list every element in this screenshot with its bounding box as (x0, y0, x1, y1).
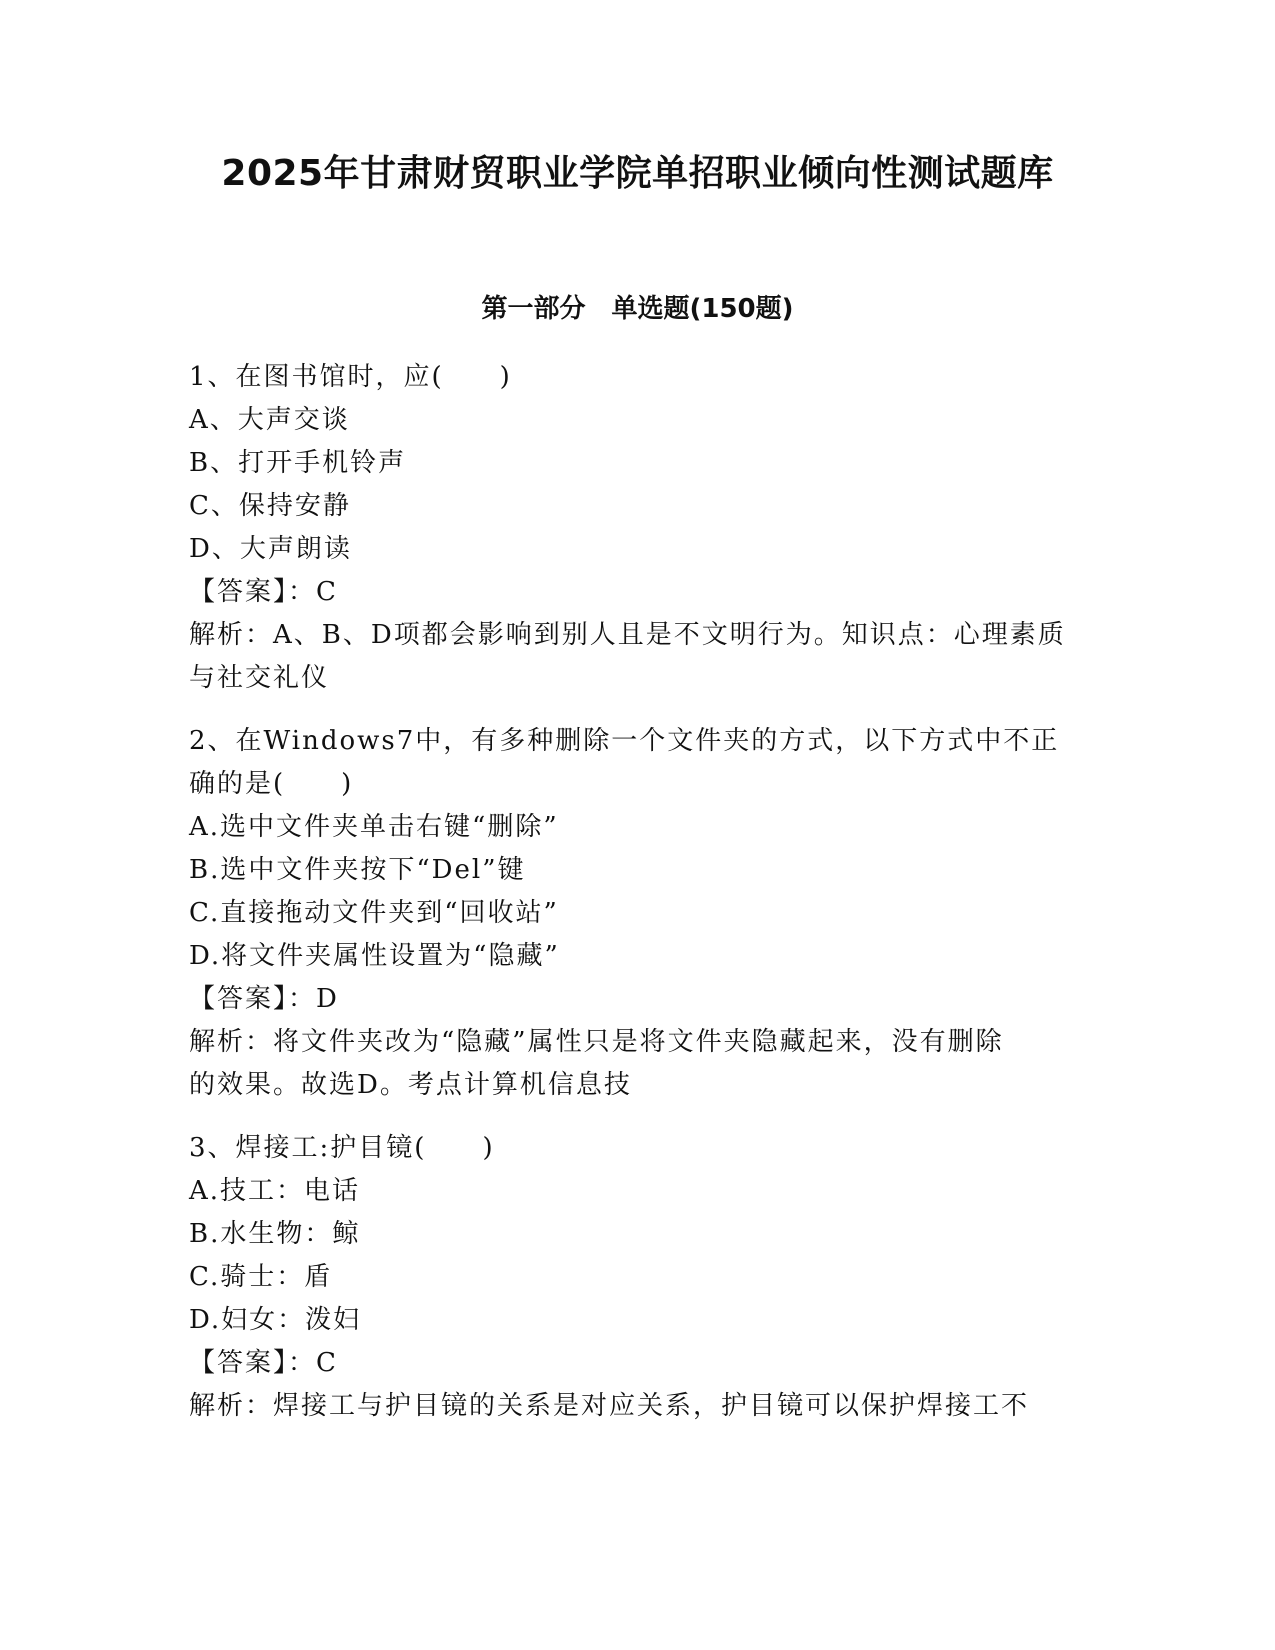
question-1 (189, 356, 1089, 700)
analysis-line: 与社交礼仪 (189, 663, 330, 693)
analysis-line: 的效果。故选D。考点计算机信息技 (189, 1070, 632, 1100)
option-a: A、大声交谈 (189, 405, 350, 435)
analysis-line: 解析：将文件夹改为“隐藏”属性只是将文件夹隐藏起来，没有删除 (189, 1027, 1004, 1057)
question-stem: 1、在图书馆时，应( ) (189, 362, 512, 392)
option-a: A.技工：电话 (189, 1176, 361, 1206)
question-stem: 确的是( ) (189, 769, 354, 799)
question-2 (189, 720, 1089, 1107)
option-b: B.水生物：鲸 (189, 1219, 361, 1249)
question-list (189, 356, 1089, 1448)
option-c: C、保持安静 (189, 491, 351, 521)
question-3 (189, 1127, 1089, 1428)
question-stem: 3、焊接工:护目镜( ) (189, 1133, 495, 1163)
answer-line: 【答案】：C (189, 577, 338, 607)
answer-line: 【答案】：C (189, 1348, 338, 1378)
answer-line: 【答案】：D (189, 984, 339, 1014)
analysis-line: 解析：A、B、D项都会影响到别人且是不文明行为。知识点：心理素质 (189, 620, 1066, 650)
analysis-line: 解析：焊接工与护目镜的关系是对应关系，护目镜可以保护焊接工不 (189, 1391, 1030, 1421)
option-c: C.直接拖动文件夹到“回收站” (189, 898, 559, 928)
option-b: B.选中文件夹按下“Del”键 (189, 855, 526, 885)
document-title: 2025年甘肃财贸职业学院单招职业倾向性测试题库 (221, 153, 1054, 194)
option-b: B、打开手机铃声 (189, 448, 407, 478)
section-title: 第一部分 单选题(150题) (481, 294, 794, 324)
option-d: D.妇女：泼妇 (189, 1305, 362, 1335)
option-a: A.选中文件夹单击右键“删除” (189, 812, 559, 842)
question-stem: 2、在Windows7中，有多种删除一个文件夹的方式，以下方式中不正 (189, 726, 1060, 756)
option-c: C.骑士：盾 (189, 1262, 333, 1292)
option-d: D、大声朗读 (189, 534, 352, 564)
option-d: D.将文件夹属性设置为“隐藏” (189, 941, 560, 971)
